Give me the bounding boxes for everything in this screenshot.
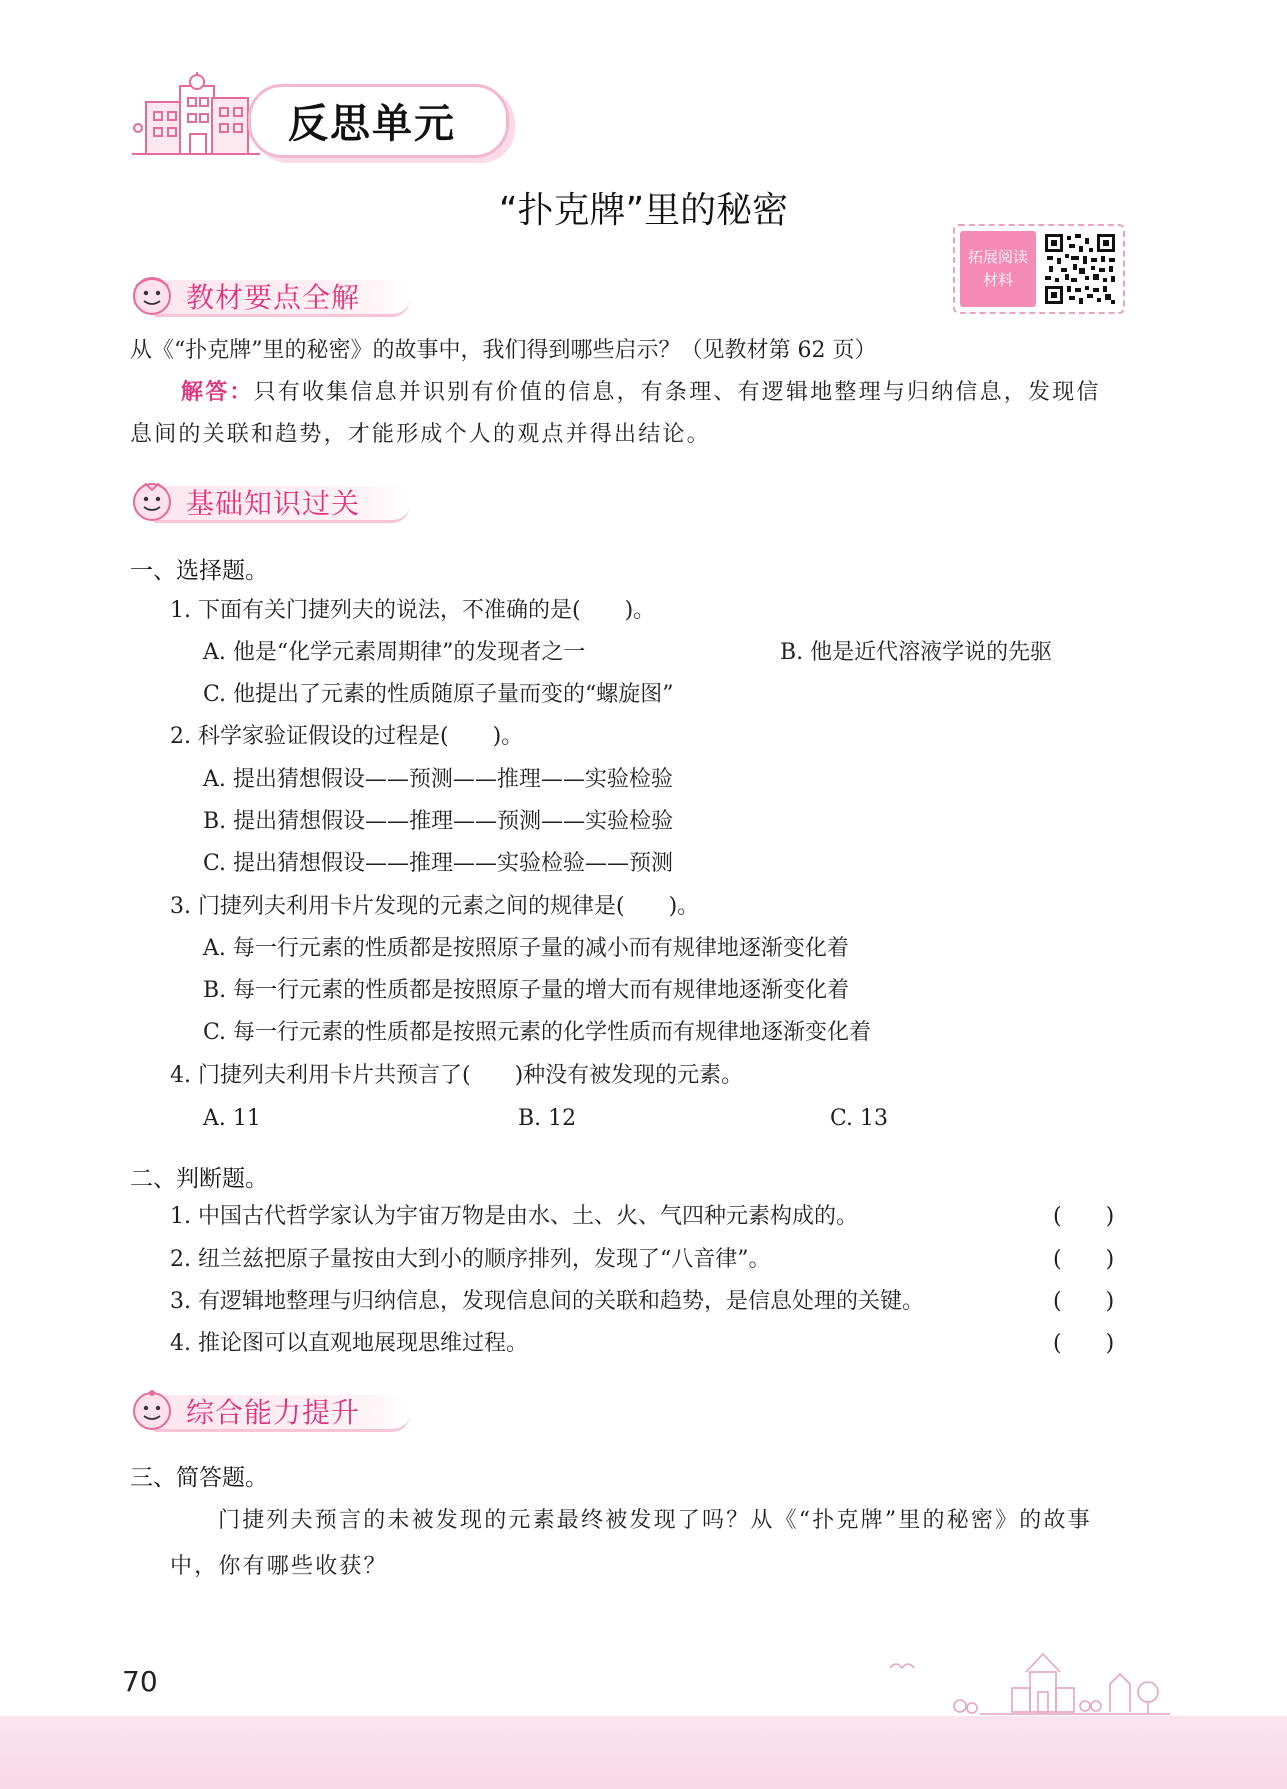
question-2-option-a[interactable]: A. 提出猜想假设——预测——推理——实验检验 (203, 767, 673, 792)
question-3-stem: 3. 门捷列夫利用卡片发现的元素之间的规律是( )。 (170, 894, 700, 919)
question-3-option-c[interactable]: C. 每一行元素的性质都是按照元素的化学性质而有规律地逐渐变化着 (203, 1020, 872, 1045)
part1-heading: 一、选择题。 (130, 558, 268, 584)
castle-doodle-icon (880, 1648, 1170, 1718)
question-2-option-b[interactable]: B. 提出猜想假设——推理——预测——实验检验 (203, 809, 674, 834)
question-1-option-a[interactable]: A. 他是“化学元素周期律”的发现者之一 (203, 640, 586, 665)
judge-item-2: 2. 纽兰兹把原子量按由大到小的顺序排列，发现了“八音律”。 (170, 1247, 771, 1272)
qr-label-line2: 材料 (982, 271, 1013, 289)
judge-answer-bracket-2[interactable]: ( ) (1053, 1247, 1115, 1272)
question-4-option-a[interactable]: A. 11 (203, 1106, 261, 1131)
qr-code-icon[interactable] (1043, 232, 1117, 306)
question-3-option-a[interactable]: A. 每一行元素的性质都是按照原子量的减小而有规律地逐渐变化着 (203, 936, 849, 961)
question-2-option-c[interactable]: C. 提出猜想假设——推理——实验检验——预测 (203, 851, 674, 876)
question-1-option-b[interactable]: B. 他是近代溶液学说的先驱 (780, 640, 1053, 665)
question-2-stem: 2. 科学家验证假设的过程是( )。 (170, 724, 524, 749)
key-point-answer-line2: 息间的关联和趋势，才能形成个人的观点并得出结论。 (130, 422, 711, 447)
section-header-key-points (130, 272, 420, 318)
judge-item-4: 4. 推论图可以直观地展现思维过程。 (170, 1331, 528, 1356)
key-point-question: 从《“扑克牌”里的秘密》的故事中，我们得到哪些启示？（见教材第 62 页） (130, 338, 877, 363)
page-title: “扑克牌”里的秘密 (498, 190, 789, 231)
question-4-stem: 4. 门捷列夫利用卡片共预言了( )种没有被发现的元素。 (170, 1063, 744, 1088)
short-answer-line1: 门捷列夫预言的未被发现的元素最终被发现了吗？从《“扑克牌”里的秘密》的故事 (218, 1508, 1092, 1533)
judge-item-3: 3. 有逻辑地整理与归纳信息，发现信息间的关联和趋势，是信息处理的关键。 (170, 1289, 924, 1314)
question-4-option-c[interactable]: C. 13 (830, 1106, 889, 1131)
qr-label (960, 231, 1036, 307)
section-title: 基础知识过关 (186, 487, 361, 520)
cartoon-face-icon (130, 1387, 178, 1433)
section-title: 综合能力提升 (186, 1396, 361, 1429)
answer-text: 只有收集信息并识别有价值的信息，有条理、有逻辑地整理与归纳信息，发现信 (253, 380, 1101, 405)
section-header-basics (130, 478, 420, 524)
section-title: 教材要点全解 (186, 281, 361, 314)
school-building-icon (128, 72, 268, 162)
part2-heading: 二、判断题。 (130, 1166, 268, 1192)
short-answer-line2: 中，你有哪些收获？ (170, 1554, 388, 1579)
question-1-stem: 1. 下面有关门捷列夫的说法，不准确的是( )。 (170, 598, 656, 623)
question-1-option-c[interactable]: C. 他提出了元素的性质随原子量而变的“螺旋图” (203, 682, 674, 707)
cartoon-face-icon (130, 272, 178, 318)
judge-answer-bracket-4[interactable]: ( ) (1053, 1331, 1115, 1356)
part3-heading: 三、简答题。 (130, 1465, 268, 1491)
unit-title: 反思单元 (288, 101, 456, 147)
question-3-option-b[interactable]: B. 每一行元素的性质都是按照原子量的增大而有规律地逐渐变化着 (203, 978, 850, 1003)
page-number: 70 (122, 1665, 158, 1698)
judge-item-1: 1. 中国古代哲学家认为宇宙万物是由水、土、火、气四种元素构成的。 (170, 1204, 858, 1229)
qr-label-line1: 拓展阅读 (967, 248, 1028, 266)
answer-label: 解答： (181, 380, 254, 405)
unit-banner (128, 72, 508, 162)
section-header-ability (130, 1387, 420, 1433)
qr-card[interactable] (953, 224, 1125, 314)
footer-band (0, 1716, 1287, 1789)
cartoon-face-icon (130, 478, 178, 524)
judge-answer-bracket-3[interactable]: ( ) (1053, 1289, 1115, 1314)
question-4-option-b[interactable]: B. 12 (518, 1106, 577, 1131)
key-point-answer-line1 (181, 378, 1101, 408)
judge-answer-bracket-1[interactable]: ( ) (1053, 1204, 1115, 1229)
